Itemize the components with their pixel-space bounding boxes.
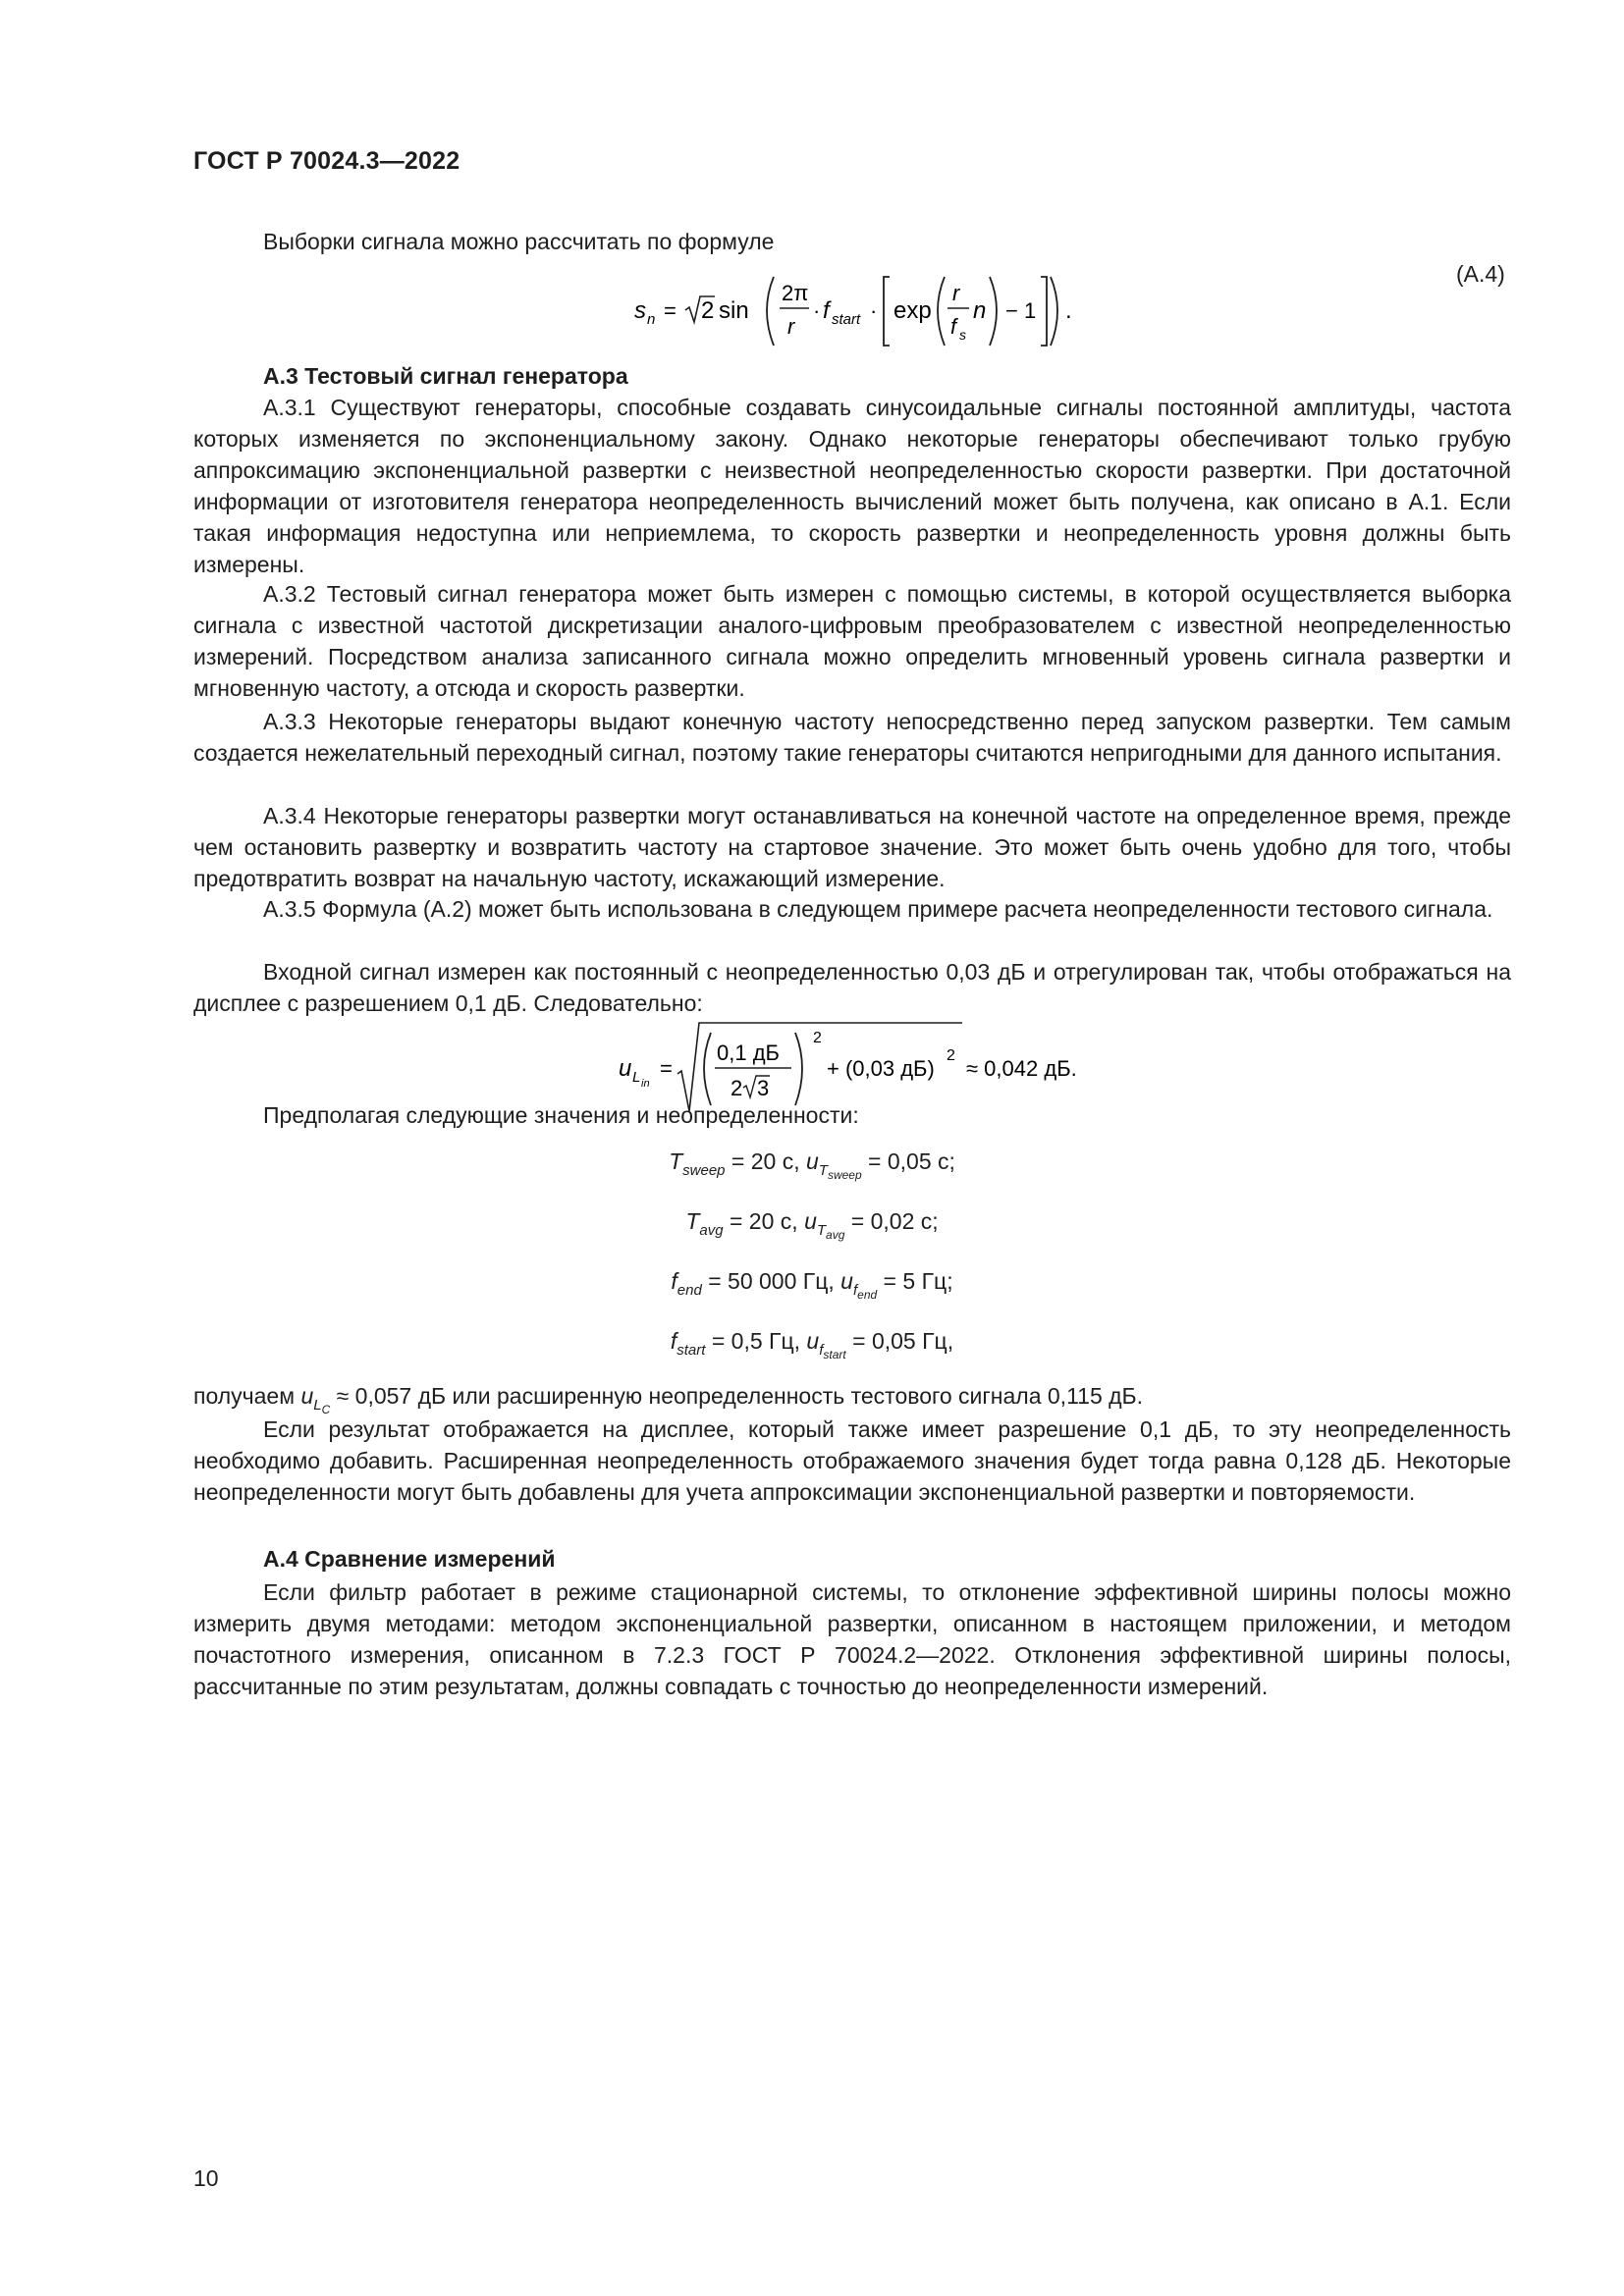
formula-a4-n: n <box>973 297 987 324</box>
formula-uL-den-3: 3 <box>757 1076 770 1100</box>
formula-a4-lhs-index: n <box>647 311 656 328</box>
document-code: ГОСТ Р 70024.3—2022 <box>193 147 460 175</box>
section-a3-p1: A.3.1 Существуют генераторы, способные создавать синусоидальные сигналы постоянной амплитуды, частота которых изменяется по экспоненциальному закону. Однако некоторые генераторы обеспечивают только грубую аппроксимацию экспоненциальной развертки с неизвестной неопределенностью скорости развертки. При достаточной информации от изготовителя генератора неопределенность вычислений может быть получена, как описано в A.1. Если такая информация недоступна или неприемлема, то скорость развертки и неопределенность уровня должны быть измерены. <box>193 395 1511 577</box>
formula-a4-frac2-num: r <box>952 281 960 305</box>
section-a3-p3: A.3.3 Некоторые генераторы выдают конечную частоту непосредственно перед запуском развертки. Тем самым создается нежелательный переходный сигнал, поэтому такие генераторы считаются непригодными для данного испытания. <box>193 709 1511 766</box>
page-number: 10 <box>193 2165 219 2191</box>
intro-text: Выборки сигнала можно рассчитать по формуле <box>263 229 775 254</box>
value-row-tsweep: $T_{sweep} = 20$ с, $u_{T_{sweep}} = 0,05$ с; <box>669 1148 955 1182</box>
section-a4-p1: Если фильтр работает в режиме стационарной системы, то отклонение эффективной ширины полосы можно измерить двумя методами: методом экспоненциальной развертки, описанном в настоящем приложении, и методом почастотного измерения, описанном в 7.2.3 ГОСТ Р 70024.2—2022. Отклонения эффективной ширины полосы, рассчитанные по этим результатам, должны совпадать с точностью до неопределенности измерений. <box>193 1579 1511 1699</box>
formula-a4-dot2: · <box>870 298 878 323</box>
formula-a4-fstart: f <box>823 297 830 324</box>
formula-a4-minus-one: − 1 <box>1005 298 1037 323</box>
formula-a4 <box>628 263 1080 353</box>
section-a3-heading: A.3 Тестовый сигнал генератора <box>263 363 628 389</box>
section-a3-p4: A.3.4 Некоторые генераторы развертки могут останавливаться на конечной частоте на определенное время, прежде чем остановить развертку и возвратить частоту на стартовое значение. Это может быть очень удобно для того, чтобы предотвратить возврат на начальную частоту, искажающий измерение. <box>193 803 1511 891</box>
display-paragraph: Если результат отображается на дисплее, который также имеет разрешение 0,1 дБ, то эту неопределенность необходимо добавить. Расширенная неопределенность отображаемого значения будет тогда равна 0,128 дБ. Некоторые неопределенности могут быть добавлены для учета аппроксимации экспоненциальной развертки и повторяемости. <box>193 1416 1511 1505</box>
formula-uL-num: 0,1 дБ <box>717 1041 780 1065</box>
formula-a4-lhs: s <box>634 297 646 324</box>
result-line: получаем $u_{L_C} \approx 0,057$ дБ или расширенную неопределенность тестового сигнала 0,115 дБ. <box>193 1383 1144 1416</box>
formula-uL-L: L <box>632 1069 641 1086</box>
section-a3-p5: A.3.5 Формула (A.2) может быть использована в следующем примере расчета неопределенности тестового сигнала. <box>263 896 1493 922</box>
formula-uL-square: 2 <box>813 1030 822 1046</box>
formula-a4-sqrt-arg: 2 <box>701 297 715 324</box>
formula-uL-equals: = <box>660 1056 673 1081</box>
formula-a4-frac1-num: 2π <box>782 281 809 305</box>
formula-uL-plus-term: + (0,03 дБ) <box>827 1056 935 1081</box>
formula-a4-number: (A.4) <box>1456 261 1505 287</box>
section-a3-p2: A.3.2 Тестовый сигнал генератора может быть измерен с помощью системы, в которой осуществляется выборка сигнала с известной частотой дискретизации аналого-цифровым преобразователем с известной неопределенностью измерений. Посредством анализа записанного сигнала можно определить мгновенный уровень сигнала развертки и мгновенную частоту, а отсюда и скорость развертки. <box>193 581 1511 701</box>
formula-a4-sin: sin <box>719 297 749 324</box>
assume-text: Предполагая следующие значения и неопределенности: <box>263 1102 859 1128</box>
formula-a4-dot1: · <box>813 298 821 323</box>
value-row-tavg: $T_{avg} = 20$ с, $u_{T_{avg}} = 0,02$ с; <box>685 1208 939 1242</box>
formula-a4-equals: = <box>664 298 677 323</box>
formula-a4-period: . <box>1065 297 1072 324</box>
formula-a4-exp: exp <box>893 297 932 324</box>
formula-a4-frac2-den-sub: s <box>959 327 966 343</box>
formula-uL-den-2: 2 <box>731 1076 743 1100</box>
formula-a4-start-sub: start <box>832 311 861 328</box>
section-a3-p6: Входной сигнал измерен как постоянный с неопределенностью 0,03 дБ и отрегулирован так, чтобы отображаться на дисплее с разрешением 0,1 дБ. Следовательно: <box>193 959 1511 1016</box>
section-a4-heading: A.4 Сравнение измерений <box>263 1546 556 1572</box>
formula-uL-result: ≈ 0,042 дБ. <box>966 1056 1077 1081</box>
formula-a4-frac2-den: f <box>950 314 957 339</box>
formula-uL-u: u <box>619 1055 632 1082</box>
formula-a4-frac1-den: r <box>787 314 795 339</box>
formula-uL-square2: 2 <box>947 1047 955 1064</box>
value-row-fstart: $f_{start} = 0,5$ Гц, $u_{f_{start}} = 0,05$ Гц, <box>670 1328 954 1362</box>
value-row-fend: $f_{end} = 50$ 000 Гц, $u_{f_{end}} = 5$ Гц; <box>671 1268 953 1302</box>
formula-uL-in: in <box>641 1078 650 1090</box>
